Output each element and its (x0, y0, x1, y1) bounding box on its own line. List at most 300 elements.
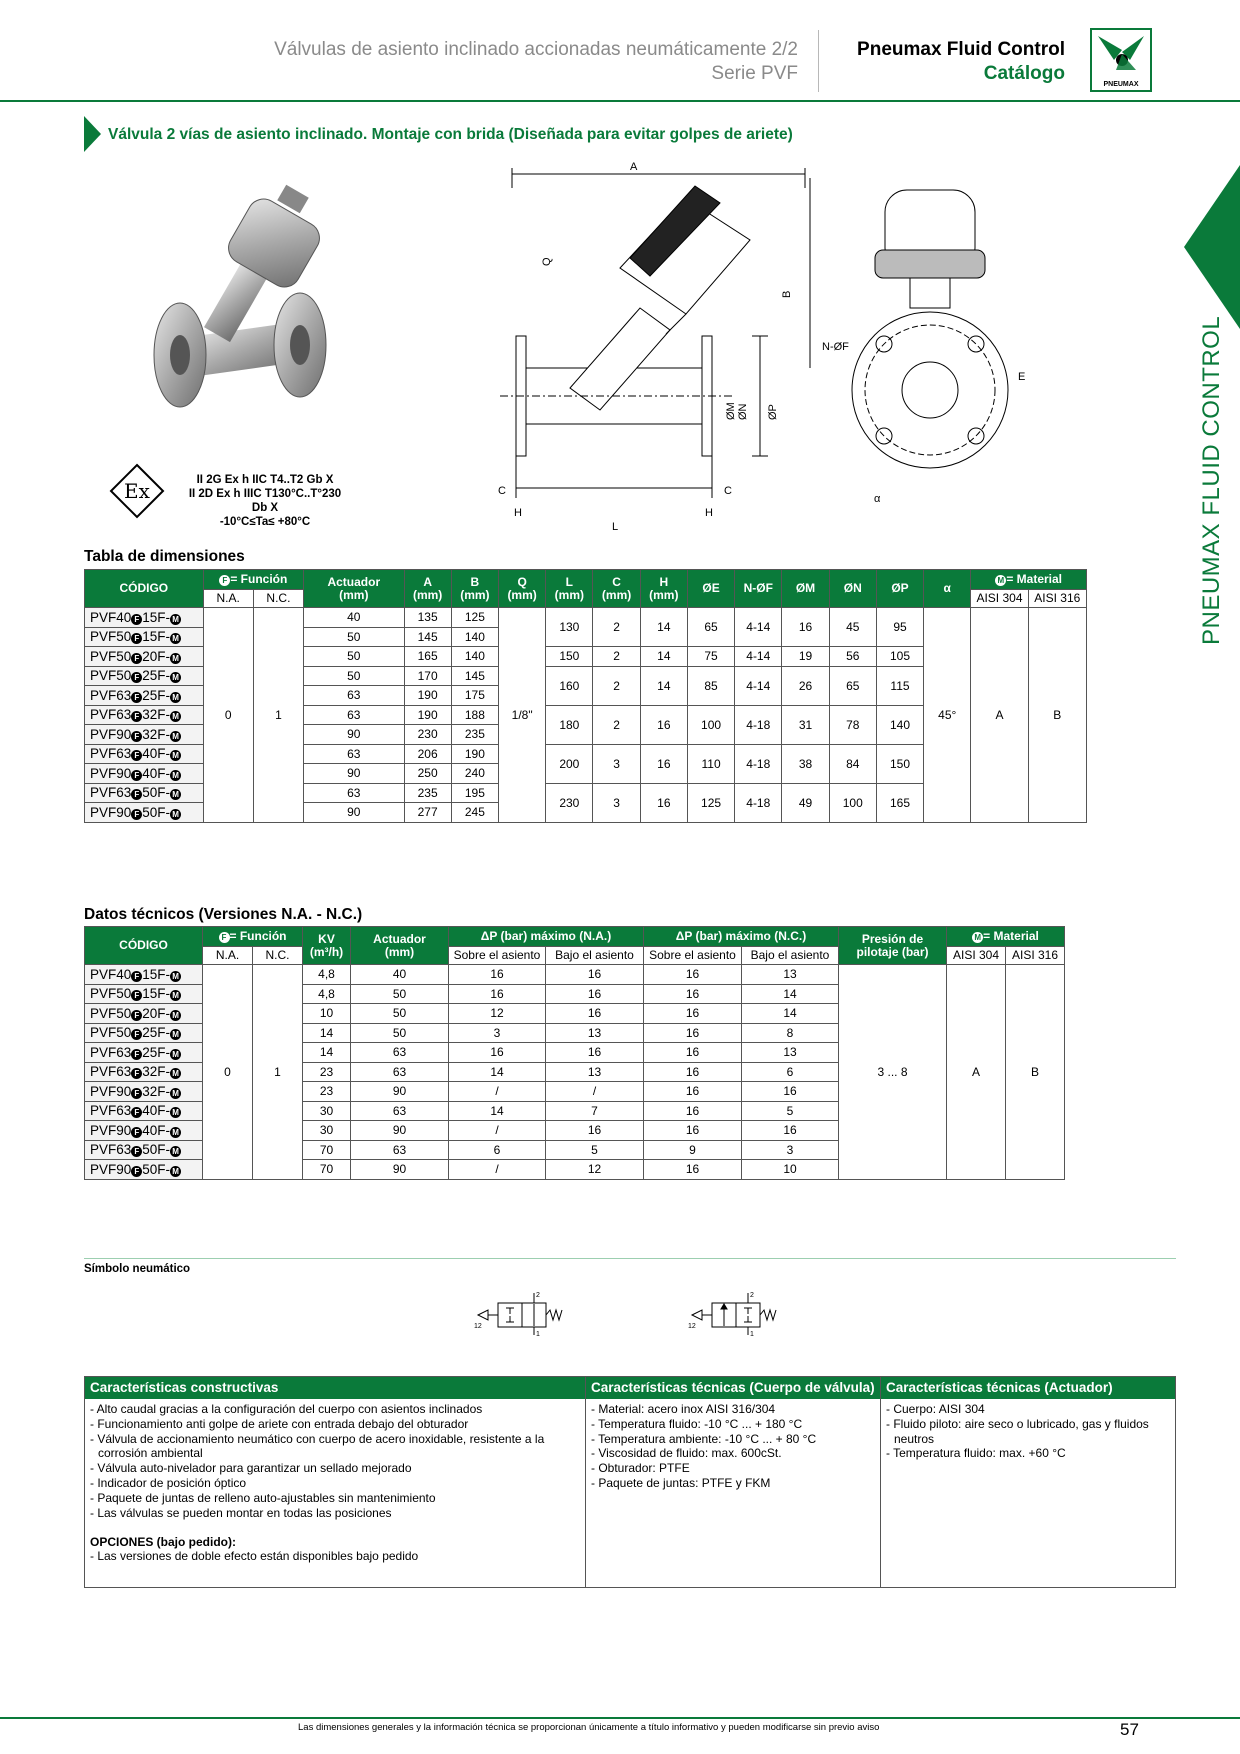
tcol-nc-bajo: Bajo el asiento (742, 947, 839, 965)
B-cell: 245 (451, 803, 498, 823)
tcol-aisi316: AISI 316 (1006, 947, 1065, 965)
actuador-cell: 90 (304, 803, 404, 823)
OM-cell: 31 (782, 705, 829, 744)
subtitle-line-2: Serie PVF (711, 63, 798, 84)
dim-A-label: A (630, 161, 638, 173)
dim-H-left-label: H (514, 507, 522, 519)
aisi316-cell: B (1006, 965, 1065, 1180)
na-bajo-cell: 13 (546, 1023, 644, 1043)
NOF-cell: 4-14 (735, 666, 782, 705)
function-marker-icon: F (131, 692, 142, 703)
nc-sobre-cell: 16 (644, 1023, 742, 1043)
tech-table-title: Datos técnicos (Versiones N.A. - N.C.) (84, 906, 363, 923)
characteristics-box (84, 1376, 1176, 1588)
atex-line-1: II 2G Ex h IIC T4..T2 Gb X (196, 474, 334, 486)
na-bajo-cell: 7 (546, 1101, 644, 1121)
A-cell: 250 (404, 764, 451, 784)
L-cell: 180 (546, 705, 593, 744)
char-options-list (85, 1549, 585, 1567)
H-cell: 14 (640, 608, 687, 647)
col-OP: ØP (876, 570, 923, 608)
tcol-na: N.A. (203, 947, 253, 965)
catalog-subtitle (274, 38, 798, 86)
list-item: - Paquete de juntas de relleno auto-ajustables sin mantenimiento (90, 1490, 436, 1505)
actuador-cell: 63 (304, 686, 404, 706)
side-tab-label: PNEUMAX FLUID CONTROL (1198, 315, 1225, 645)
A-cell: 165 (404, 647, 451, 667)
code-cell: PVF40 F 15F- M (85, 608, 204, 628)
code-cell: PVF90 F 50F- M (85, 1160, 203, 1180)
front-view-drawing (822, 180, 1050, 510)
H-cell: 14 (640, 666, 687, 705)
OM-cell: 16 (782, 608, 829, 647)
na-cell: 0 (203, 608, 253, 823)
actuador-cell: 63 (304, 705, 404, 725)
function-marker-icon: F (131, 731, 142, 742)
kv-cell: 70 (303, 1140, 351, 1160)
OM-cell: 38 (782, 744, 829, 783)
footer-disclaimer: Las dimensiones generales y la información técnica se proporcionan únicamente a título informativo y pueden modificarse sin previo aviso (298, 1722, 880, 1733)
char-constructivas (85, 1377, 586, 1587)
dim-Q-label: Q (541, 257, 553, 266)
na-bajo-cell: 16 (546, 965, 644, 985)
list-item: - Temperatura ambiente: -10 °C ... + 80 °C (591, 1431, 817, 1446)
na-sobre-cell: / (449, 1082, 546, 1102)
code-cell: PVF63 F 50F- M (85, 1140, 203, 1160)
C-cell: 3 (593, 744, 640, 783)
nc-sobre-cell: 16 (644, 984, 742, 1004)
list-item: - Indicador de posición óptico (90, 1475, 247, 1490)
actuador-cell: 63 (351, 1062, 449, 1082)
tcol-na-sobre: Sobre el asiento (449, 947, 546, 965)
actuador-cell: 90 (304, 725, 404, 745)
na-bajo-cell: 16 (546, 1121, 644, 1141)
OE-cell: 75 (687, 647, 734, 667)
tcol-funcion: F = Función (203, 927, 303, 947)
code-cell: PVF63 F 32F- M (85, 1062, 203, 1082)
actuador-cell: 90 (304, 764, 404, 784)
na-sobre-cell: 12 (449, 1004, 546, 1024)
char-constructivas-list (85, 1399, 585, 1523)
code-cell: PVF50 F 25F- M (85, 666, 204, 686)
H-cell: 14 (640, 647, 687, 667)
svg-text:2: 2 (536, 1292, 540, 1299)
nc-sobre-cell: 16 (644, 1160, 742, 1180)
na-bajo-cell: 12 (546, 1160, 644, 1180)
na-bajo-cell: 16 (546, 1004, 644, 1024)
brand-title (857, 38, 1065, 86)
code-cell: PVF50 F 25F- M (85, 1023, 203, 1043)
code-cell: PVF90 F 40F- M (85, 1121, 203, 1141)
nc-bajo-cell: 14 (742, 984, 839, 1004)
nc-bajo-cell: 5 (742, 1101, 839, 1121)
material-marker-icon: M (170, 971, 181, 982)
list-item: - Válvula auto-nivelador para garantizar un sellado mejorado (90, 1461, 412, 1476)
svg-text:12: 12 (474, 1323, 482, 1330)
B-cell: 240 (451, 764, 498, 784)
nc-sobre-cell: 16 (644, 1082, 742, 1102)
svg-text:1: 1 (536, 1331, 540, 1338)
brand-line-1: Pneumax Fluid Control (857, 39, 1065, 60)
code-cell: PVF63 F 50F- M (85, 783, 204, 803)
tech-data-table (84, 926, 1065, 1180)
aisi316-cell: B (1028, 608, 1086, 823)
material-marker-icon: M (170, 1127, 181, 1138)
actuador-cell: 40 (304, 608, 404, 628)
nc-bajo-cell: 10 (742, 1160, 839, 1180)
ON-cell: 56 (829, 647, 876, 667)
tcol-nc: N.C. (253, 947, 303, 965)
char-actuador (881, 1377, 1175, 1587)
code-cell: PVF90 F 50F- M (85, 803, 204, 823)
code-cell: PVF50 F 20F- M (85, 647, 204, 667)
list-item: - Cuerpo: AISI 304 (886, 1402, 985, 1416)
col-OM: ØM (782, 570, 829, 608)
list-item: - Las versiones de doble efecto están disponibles bajo pedido (90, 1549, 419, 1564)
list-item: - Material: acero inox AISI 316/304 (591, 1402, 776, 1416)
nc-sobre-cell: 16 (644, 1121, 742, 1141)
A-cell: 206 (404, 744, 451, 764)
OM-cell: 19 (782, 647, 829, 667)
kv-cell: 4,8 (303, 984, 351, 1004)
na-sobre-cell: 6 (449, 1140, 546, 1160)
dimensions-table-title: Tabla de dimensiones (84, 548, 245, 565)
atex-line-2: II 2D Ex h IIIC T130°C..T°230 Db X (188, 488, 342, 514)
col-NOF: N-ØF (735, 570, 782, 608)
col-na: N.A. (203, 590, 253, 608)
list-item: - Temperatura fluido: -10 °C ... + 180 °C (591, 1416, 803, 1431)
logo-text: PNEUMAX (1103, 81, 1139, 88)
col-ON: ØN (829, 570, 876, 608)
function-marker-icon: F (131, 1049, 142, 1060)
dimensions-table (84, 569, 1087, 823)
nc-sobre-cell: 16 (644, 1101, 742, 1121)
function-marker-icon: F (131, 1029, 142, 1040)
actuador-cell: 40 (351, 965, 449, 985)
actuador-cell: 90 (351, 1160, 449, 1180)
tcol-kv: KV (m³/h) (303, 927, 351, 965)
section-arrow-icon (84, 116, 101, 152)
tcol-material: M = Material (947, 927, 1065, 947)
char-actuador-list (881, 1399, 1175, 1464)
nc-bajo-cell: 8 (742, 1023, 839, 1043)
nc-bajo-cell: 13 (742, 965, 839, 985)
B-cell: 140 (451, 627, 498, 647)
nc-bajo-cell: 16 (742, 1082, 839, 1102)
kv-cell: 23 (303, 1062, 351, 1082)
dim-B-label: B (781, 290, 793, 298)
B-cell: 235 (451, 725, 498, 745)
OP-cell: 150 (876, 744, 923, 783)
col-codigo: CÓDIGO (85, 570, 204, 608)
code-cell: PVF63 F 32F- M (85, 705, 204, 725)
function-marker-icon: F (131, 1088, 142, 1099)
svg-text:12: 12 (688, 1323, 696, 1330)
list-item: - Viscosidad de fluido: max. 600cSt. (591, 1446, 782, 1461)
material-marker-icon: M (170, 731, 181, 742)
char-options-title: OPCIONES (bajo pedido): (90, 1535, 236, 1550)
L-cell: 150 (546, 647, 593, 667)
function-marker-icon: F (131, 789, 142, 800)
dim-OP-label: ØP (767, 404, 779, 420)
A-cell: 170 (404, 666, 451, 686)
dim-C-left-label: C (498, 485, 506, 497)
function-marker-icon: F (131, 711, 142, 722)
symbol-title: Símbolo neumático (84, 1263, 191, 1275)
function-marker-icon: F (131, 1107, 142, 1118)
code-cell: PVF50 F 15F- M (85, 984, 203, 1004)
char-cuerpo-list (586, 1399, 880, 1494)
col-funcion: F = Función (203, 570, 303, 590)
function-marker-icon: F (131, 1010, 142, 1021)
A-cell: 135 (404, 608, 451, 628)
kv-cell: 14 (303, 1043, 351, 1063)
actuador-cell: 63 (304, 783, 404, 803)
na-bajo-cell: 16 (546, 984, 644, 1004)
list-item: - Temperatura fluido: max. +60 °C (886, 1446, 1066, 1461)
na-sobre-cell: 16 (449, 984, 546, 1004)
char-cuerpo (586, 1377, 881, 1587)
ON-cell: 45 (829, 608, 876, 647)
ON-cell: 100 (829, 783, 876, 822)
tcol-actuador: Actuador (mm) (351, 927, 449, 965)
code-cell: PVF63 F 40F- M (85, 1101, 203, 1121)
actuador-cell: 63 (351, 1043, 449, 1063)
OP-cell: 165 (876, 783, 923, 822)
nc-sobre-cell: 16 (644, 965, 742, 985)
ON-cell: 65 (829, 666, 876, 705)
kv-cell: 70 (303, 1160, 351, 1180)
B-cell: 175 (451, 686, 498, 706)
col-aisi316: AISI 316 (1028, 590, 1086, 608)
Q-cell: 1/8" (499, 608, 546, 823)
actuador-cell: 90 (351, 1121, 449, 1141)
B-cell: 125 (451, 608, 498, 628)
tcol-aisi304: AISI 304 (947, 947, 1006, 965)
actuador-cell: 50 (304, 666, 404, 686)
C-cell: 2 (593, 647, 640, 667)
function-marker-icon: F (131, 672, 142, 683)
B-cell: 145 (451, 666, 498, 686)
nc-sobre-cell: 9 (644, 1140, 742, 1160)
list-item: - Válvula de accionamiento neumático con cuerpo de acero inoxidable, resistente a la corrosión ambiental (90, 1431, 545, 1461)
col-actuador: Actuador (mm) (304, 570, 404, 608)
L-cell: 230 (546, 783, 593, 822)
col-B: B (mm) (451, 570, 498, 608)
OE-cell: 85 (687, 666, 734, 705)
NOF-cell: 4-18 (735, 783, 782, 822)
C-cell: 2 (593, 608, 640, 647)
product-photo (140, 180, 380, 440)
function-marker-icon: F (131, 1127, 142, 1138)
function-marker-icon: F (131, 653, 142, 664)
A-cell: 230 (404, 725, 451, 745)
actuador-cell: 50 (351, 1004, 449, 1024)
col-alpha: α (924, 570, 971, 608)
code-cell: PVF63 F 25F- M (85, 1043, 203, 1063)
nc-cell: 1 (253, 965, 303, 1180)
material-marker-icon: M (170, 789, 181, 800)
A-cell: 145 (404, 627, 451, 647)
tcol-nc-sobre: Sobre el asiento (644, 947, 742, 965)
col-OE: ØE (687, 570, 734, 608)
OP-cell: 105 (876, 647, 923, 667)
OP-cell: 140 (876, 705, 923, 744)
A-cell: 235 (404, 783, 451, 803)
function-marker-icon: F (131, 633, 142, 644)
svg-text:1: 1 (750, 1331, 754, 1338)
ON-cell: 84 (829, 744, 876, 783)
NOF-cell: 4-14 (735, 608, 782, 647)
material-marker-icon: M (170, 711, 181, 722)
material-marker-icon: M (170, 633, 181, 644)
H-cell: 16 (640, 705, 687, 744)
OE-cell: 100 (687, 705, 734, 744)
col-Q: Q (mm) (499, 570, 546, 608)
dim-NOF-label: N-ØF (822, 341, 849, 353)
aisi304-cell: A (947, 965, 1006, 1180)
nc-sobre-cell: 16 (644, 1043, 742, 1063)
list-item: - Obturador: PTFE (591, 1461, 690, 1476)
list-item: - Fluido piloto: aire seco o lubricado, gas y fluidos neutros (886, 1416, 1149, 1446)
char-cuerpo-title: Características técnicas (Cuerpo de válvula) (586, 1377, 880, 1399)
actuador-cell: 50 (304, 627, 404, 647)
NOF-cell: 4-14 (735, 647, 782, 667)
col-nc: N.C. (253, 590, 303, 608)
function-marker-icon: F (131, 990, 142, 1001)
function-marker-icon: F (131, 1068, 142, 1079)
code-cell: PVF90 F 40F- M (85, 764, 204, 784)
na-cell: 0 (203, 965, 253, 1180)
material-marker-icon: M (170, 809, 181, 820)
OE-cell: 110 (687, 744, 734, 783)
code-cell: PVF63 F 40F- M (85, 744, 204, 764)
OM-cell: 26 (782, 666, 829, 705)
na-sobre-cell: 3 (449, 1023, 546, 1043)
atex-marking (180, 473, 350, 529)
H-cell: 16 (640, 783, 687, 822)
function-marker-icon: F (131, 971, 142, 982)
na-sobre-cell: 16 (449, 965, 546, 985)
nc-bajo-cell: 3 (742, 1140, 839, 1160)
col-material: M = Material (971, 570, 1087, 590)
code-cell: PVF50 F 20F- M (85, 1004, 203, 1024)
kv-cell: 23 (303, 1082, 351, 1102)
alpha-cell: 45° (924, 608, 971, 823)
tcol-codigo: CÓDIGO (85, 927, 203, 965)
C-cell: 3 (593, 783, 640, 822)
material-marker-icon: M (170, 692, 181, 703)
B-cell: 190 (451, 744, 498, 764)
A-cell: 277 (404, 803, 451, 823)
function-marker-icon: F (131, 770, 142, 781)
tcol-presion: Presión de pilotaje (bar) (839, 927, 947, 965)
nc-bajo-cell: 14 (742, 1004, 839, 1024)
col-L: L (mm) (546, 570, 593, 608)
code-cell: PVF40 F 15F- M (85, 965, 203, 985)
material-marker-icon: M (170, 750, 181, 761)
OE-cell: 125 (687, 783, 734, 822)
OE-cell: 65 (687, 608, 734, 647)
pneumatic-symbol-na-icon (684, 1288, 794, 1338)
nc-bajo-cell: 6 (742, 1062, 839, 1082)
kv-cell: 30 (303, 1121, 351, 1141)
OP-cell: 95 (876, 608, 923, 647)
NOF-cell: 4-18 (735, 705, 782, 744)
code-cell: PVF63 F 25F- M (85, 686, 204, 706)
C-cell: 2 (593, 666, 640, 705)
list-item: - Funcionamiento anti golpe de ariete con entrada debajo del obturador (90, 1416, 469, 1431)
col-H: H (mm) (640, 570, 687, 608)
pneumatic-symbol-nc-icon (470, 1288, 580, 1338)
svg-text:Ex: Ex (124, 479, 150, 503)
subtitle-line-1: Válvulas de asiento inclinado accionadas neumáticamente 2/2 (274, 39, 798, 60)
kv-cell: 30 (303, 1101, 351, 1121)
code-cell: PVF90 F 32F- M (85, 725, 204, 745)
function-marker-icon: F (131, 1146, 142, 1157)
header-separator (818, 30, 819, 92)
nc-bajo-cell: 16 (742, 1121, 839, 1141)
na-bajo-cell: / (546, 1082, 644, 1102)
NOF-cell: 4-18 (735, 744, 782, 783)
nc-bajo-cell: 13 (742, 1043, 839, 1063)
L-cell: 160 (546, 666, 593, 705)
list-item: - Alto caudal gracias a la configuración del cuerpo con asientos inclinados (90, 1402, 483, 1416)
section-title: Válvula 2 vías de asiento inclinado. Montaje con brida (Diseñada para evitar golpes de ariete) (108, 126, 793, 143)
actuador-cell: 63 (304, 744, 404, 764)
material-marker-icon: M (170, 1107, 181, 1118)
material-marker-icon: M (170, 672, 181, 683)
aisi304-cell: A (971, 608, 1028, 823)
table-row (85, 965, 1065, 985)
nc-cell: 1 (253, 608, 303, 823)
footer-rule (0, 1717, 1240, 1719)
col-A: A (mm) (404, 570, 451, 608)
header-rule (0, 100, 1240, 102)
col-aisi304: AISI 304 (971, 590, 1028, 608)
actuador-cell: 50 (304, 647, 404, 667)
na-bajo-cell: 5 (546, 1140, 644, 1160)
actuador-cell: 63 (351, 1101, 449, 1121)
B-cell: 195 (451, 783, 498, 803)
code-cell: PVF50 F 15F- M (85, 627, 204, 647)
A-cell: 190 (404, 705, 451, 725)
atex-ex-icon (108, 462, 166, 520)
list-item: - Las válvulas se pueden montar en todas las posiciones (90, 1505, 392, 1520)
brand-line-2: Catálogo (983, 63, 1065, 84)
presion-cell: 3 ... 8 (839, 965, 947, 1180)
col-C: C (mm) (593, 570, 640, 608)
kv-cell: 4,8 (303, 965, 351, 985)
tcol-dp-na: ΔP (bar) máximo (N.A.) (449, 927, 644, 947)
na-sobre-cell: 14 (449, 1062, 546, 1082)
atex-line-3: -10°C≤Ta≤ +80°C (219, 516, 311, 528)
function-marker-icon: F (131, 809, 142, 820)
L-cell: 200 (546, 744, 593, 783)
actuador-cell: 50 (351, 984, 449, 1004)
C-cell: 2 (593, 705, 640, 744)
na-sobre-cell: / (449, 1121, 546, 1141)
page-number: 57 (1120, 1720, 1139, 1739)
function-marker-icon: F (131, 614, 142, 625)
material-marker-icon: M (170, 1049, 181, 1060)
na-sobre-cell: 16 (449, 1043, 546, 1063)
dim-C-right-label: C (724, 485, 732, 497)
dim-H-right-label: H (705, 507, 713, 519)
function-marker-icon: F (131, 750, 142, 761)
kv-cell: 10 (303, 1004, 351, 1024)
tcol-na-bajo: Bajo el asiento (546, 947, 644, 965)
